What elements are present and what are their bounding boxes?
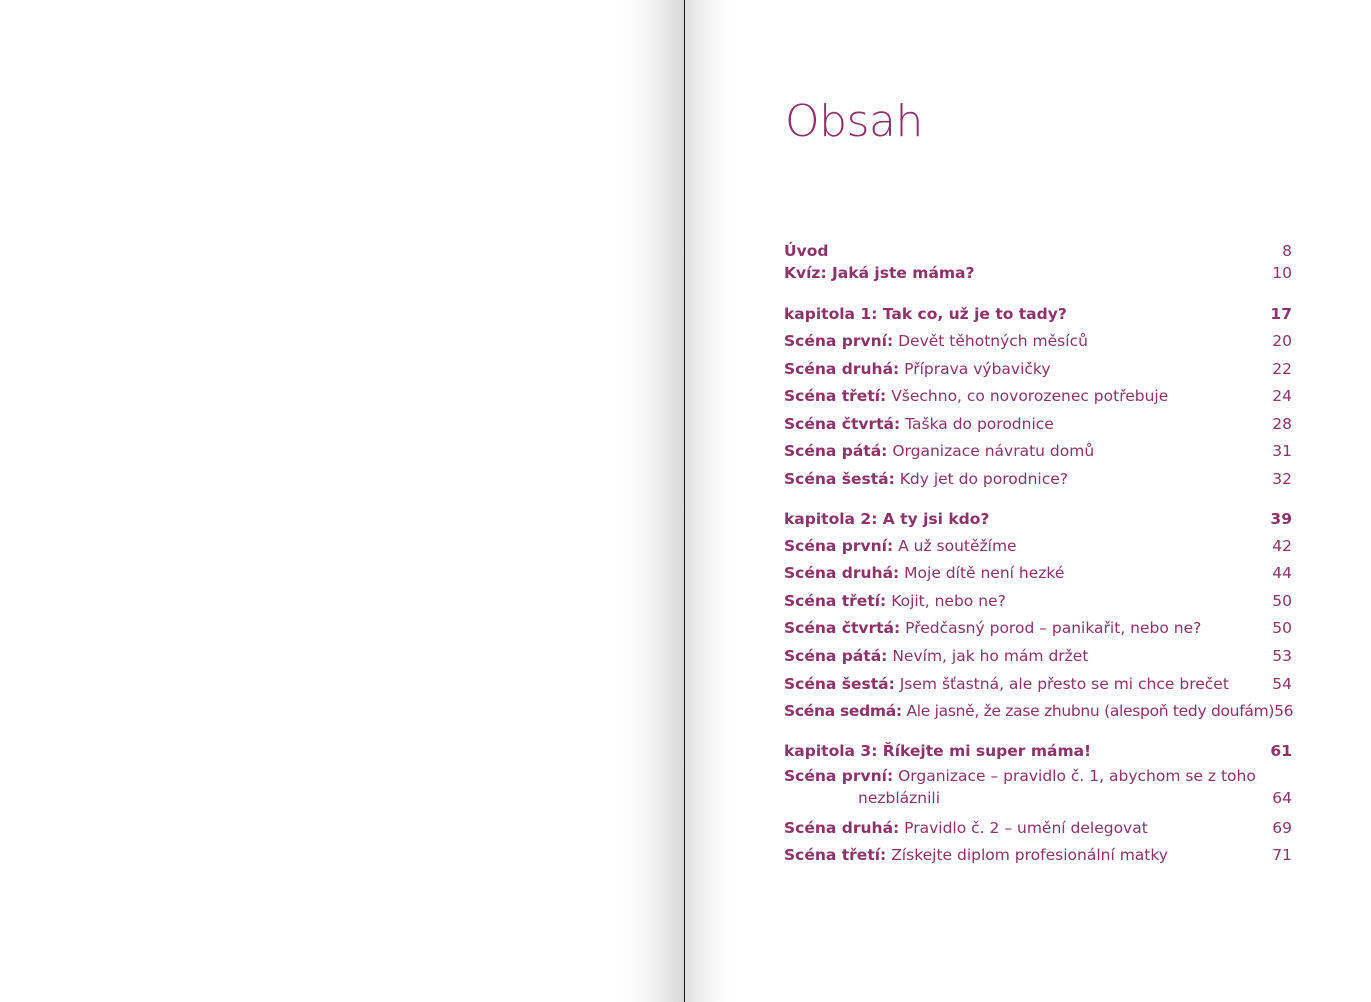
scene-label: Scéna sedmá:: [784, 702, 902, 721]
scene-page: 44: [1272, 564, 1292, 583]
scene-label: Scéna pátá:: [784, 646, 888, 665]
toc-entry-label: Kvíz: Jaká jste máma?: [784, 264, 975, 282]
scene-page: 54: [1272, 674, 1292, 693]
toc-chapter-2[interactable]: [784, 505, 1292, 533]
scene-label: Scéna první:: [784, 536, 894, 555]
scene-title: Moje dítě není hezké: [904, 564, 1065, 583]
toc-scene[interactable]: [784, 842, 1292, 870]
scene-title: Získejte diplom profesionální matky: [891, 846, 1168, 865]
table-of-contents: [784, 240, 1292, 870]
toc-scene[interactable]: [784, 615, 1292, 643]
scene-label: Scéna pátá:: [784, 442, 888, 461]
scene-page: 31: [1272, 442, 1292, 461]
scene-title: Organizace návratu domů: [892, 442, 1095, 461]
scene-label: Scéna šestá:: [784, 674, 895, 693]
scene-title: Všechno, co novorozenec potřebuje: [891, 387, 1169, 406]
scene-title: Taška do porodnice: [905, 414, 1054, 433]
toc-scene[interactable]: [784, 671, 1292, 699]
scene-page: 28: [1272, 414, 1292, 433]
toc-scene[interactable]: [784, 698, 1292, 726]
scene-title: Kojit, nebo ne?: [891, 591, 1006, 610]
scene-title: Nevím, jak ho mám držet: [892, 646, 1089, 665]
toc-scene[interactable]: [784, 411, 1292, 439]
page-title: Obsah: [785, 96, 923, 147]
toc-scene[interactable]: [784, 533, 1292, 561]
scene-title-continued: nezbláznili: [858, 788, 941, 807]
scene-label: Scéna šestá:: [784, 469, 895, 488]
toc-entry-label: Úvod: [784, 242, 829, 260]
scene-page: 71: [1272, 846, 1292, 865]
chapter-title: kapitola 1: Tak co, už je to tady?: [784, 305, 1067, 323]
scene-page: 64: [1272, 788, 1292, 807]
scene-page: 24: [1272, 387, 1292, 406]
toc-scene[interactable]: [784, 765, 1292, 815]
scene-label: Scéna první:: [784, 332, 894, 350]
scene-page: 53: [1272, 646, 1292, 665]
scene-title: Kdy jet do porodnice?: [899, 469, 1069, 488]
scene-label: Scéna třetí:: [784, 591, 887, 610]
chapter-page: 61: [1270, 741, 1292, 760]
scene-label: Scéna čtvrtá:: [784, 414, 901, 433]
scene-title: Jsem šťastná, ale přesto se mi chce brečet: [899, 674, 1229, 693]
toc-entry-page: 8: [1282, 242, 1292, 260]
toc-entry-quiz[interactable]: [784, 262, 1292, 284]
scene-page: 50: [1272, 619, 1292, 638]
toc-scene[interactable]: [784, 328, 1292, 356]
scene-page: 22: [1272, 359, 1292, 378]
toc-scene[interactable]: [784, 466, 1292, 494]
scene-title: Organizace – pravidlo č. 1, abychom se z toho: [898, 766, 1256, 785]
scene-title: Příprava výbavičky: [904, 359, 1051, 378]
scene-page: 42: [1272, 536, 1292, 555]
scene-page: 20: [1272, 332, 1292, 350]
scene-page: 32: [1272, 469, 1292, 488]
chapter-title: kapitola 3: Říkejte mi super máma!: [784, 741, 1092, 760]
toc-entry-intro[interactable]: [784, 240, 1292, 262]
toc-scene[interactable]: [784, 383, 1292, 411]
toc-scene[interactable]: [784, 815, 1292, 843]
scene-title: Devět těhotných měsíců: [898, 332, 1088, 350]
toc-chapter-1[interactable]: [784, 300, 1292, 328]
scene-title: A už soutěžíme: [898, 536, 1017, 555]
scene-title: Pravidlo č. 2 – umění delegovat: [904, 818, 1148, 837]
chapter-title: kapitola 2: A ty jsi kdo?: [784, 509, 990, 528]
scene-page: 50: [1272, 591, 1292, 610]
scene-page: 56: [1274, 702, 1294, 721]
toc-scene[interactable]: [784, 588, 1292, 616]
scene-label: Scéna první:: [784, 766, 894, 785]
toc-scene[interactable]: [784, 560, 1292, 588]
scene-label: Scéna třetí:: [784, 846, 887, 865]
chapter-page: 39: [1270, 509, 1292, 528]
toc-scene[interactable]: [784, 356, 1292, 384]
chapter-page: 17: [1270, 305, 1292, 323]
toc-chapter-3[interactable]: [784, 737, 1292, 765]
scene-page: 69: [1272, 818, 1292, 837]
left-page: [0, 0, 684, 1002]
scene-label: Scéna druhá:: [784, 818, 900, 837]
scene-title: Předčasný porod – panikařit, nebo ne?: [905, 619, 1202, 638]
scene-label: Scéna čtvrtá:: [784, 619, 901, 638]
scene-title: Ale jasně, že zase zhubnu (alespoň tedy doufám): [906, 702, 1275, 721]
scene-label: Scéna druhá:: [784, 564, 900, 583]
toc-scene[interactable]: [784, 438, 1292, 466]
scene-label: Scéna druhá:: [784, 359, 900, 378]
scene-label: Scéna třetí:: [784, 387, 887, 406]
toc-scene[interactable]: [784, 643, 1292, 671]
toc-entry-page: 10: [1272, 264, 1292, 282]
